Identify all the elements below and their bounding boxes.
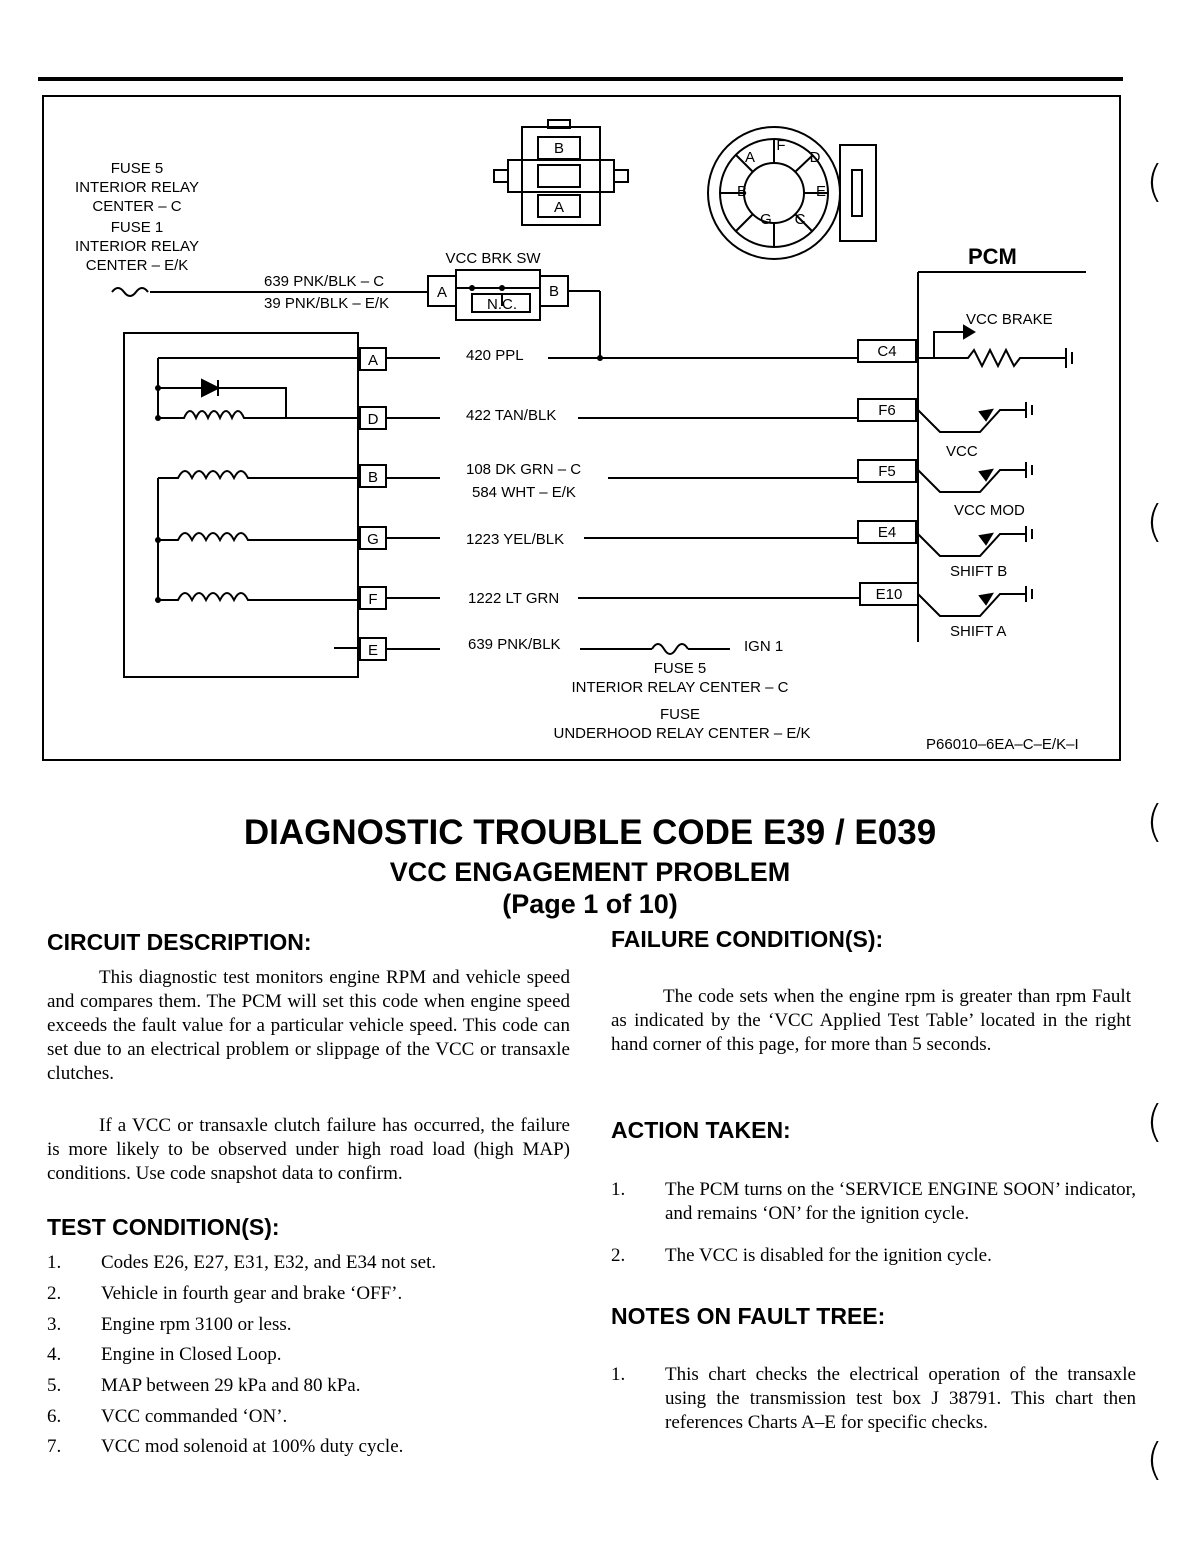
switch-title: VCC BRK SW <box>445 250 541 267</box>
list-item <box>47 1251 567 1277</box>
list-item <box>47 1313 567 1339</box>
top-connector-a: A <box>553 199 565 216</box>
fuse-label-line: CENTER – C <box>92 198 182 215</box>
diagram-frame <box>43 96 1120 760</box>
binder-hole-mark: ( <box>1146 1096 1164 1147</box>
bottom-fuse-line: FUSE <box>659 706 701 723</box>
item-number: 4. <box>47 1344 62 1365</box>
solenoid-pin: F <box>368 591 378 608</box>
solenoid-pin: G <box>367 531 379 548</box>
bottom-fuse-line: FUSE 5 <box>653 660 707 677</box>
wire-label: 584 WHT – E/K <box>472 484 576 501</box>
failure-conditions-heading: FAILURE CONDITION(S): <box>611 926 884 952</box>
top-connector-b: B <box>553 140 565 157</box>
driver-label: SHIFT B <box>950 563 1008 580</box>
fuse-label-line: FUSE 1 <box>110 219 164 236</box>
round-connector <box>708 127 876 259</box>
fuse-label-line: INTERIOR RELAY <box>75 238 199 255</box>
pcm-pin: F6 <box>878 402 896 419</box>
page-title: DIAGNOSTIC TROUBLE CODE E39 / E039 <box>243 813 937 852</box>
item-number: 7. <box>47 1436 62 1457</box>
item-number: 1. <box>611 1364 626 1385</box>
solenoid-pin: D <box>367 411 379 428</box>
binder-hole-mark: ( <box>1146 1434 1164 1485</box>
circuit-description-p2: If a VCC or transaxle clutch failure has occurred, the failure is more likely to be observed under high road load (high MAP) conditions. Use code snapshot data to confirm. <box>47 1115 570 1184</box>
round-pin: E <box>815 183 827 200</box>
list-item <box>47 1343 567 1369</box>
fuse-label-line: CENTER – E/K <box>85 257 189 274</box>
list-item <box>47 1374 567 1400</box>
page-subtitle: VCC ENGAGEMENT PROBLEM <box>389 857 791 887</box>
page-number: (Page 1 of 10) <box>502 889 678 919</box>
fuse-symbol-2 <box>652 644 688 654</box>
item-text: This chart checks the electrical operation of the transaxle using the transmission test box J 38791. This chart then references Charts A–E for specific checks. <box>665 1364 1136 1433</box>
circuit-description-p1: This diagnostic test monitors engine RPM and vehicle speed and compares them. The PCM will set this code when engine speed exceeds the fault value for a particular vehicle speed. This code can set due to an electrical problem or slippage of the VCC or transaxle clutches. <box>47 967 570 1084</box>
item-text: Engine in Closed Loop. <box>101 1344 282 1365</box>
item-number: 1. <box>47 1252 62 1273</box>
item-number: 5. <box>47 1375 62 1396</box>
pcm-pin: F5 <box>878 463 896 480</box>
item-text: The VCC is disabled for the ignition cycle. <box>665 1245 992 1266</box>
binder-hole-mark: ( <box>1146 796 1164 847</box>
round-pin: G <box>760 211 772 228</box>
wire-label: 639 PNK/BLK <box>468 636 561 653</box>
pcm-pin: E10 <box>875 586 903 603</box>
switch-pin-a: A <box>436 284 448 301</box>
item-text: Codes E26, E27, E31, E32, and E34 not set. <box>101 1252 437 1273</box>
item-text: Vehicle in fourth gear and brake ‘OFF’. <box>101 1283 403 1304</box>
pcm-label: PCM <box>968 244 1017 269</box>
binder-hole-mark: ( <box>1146 156 1164 207</box>
item-number: 2. <box>47 1283 62 1304</box>
list-item <box>611 1244 1136 1270</box>
solenoid-pin: B <box>367 469 379 486</box>
list-item <box>47 1435 567 1461</box>
pcm-pin: C4 <box>877 343 897 360</box>
bottom-fuse-line: UNDERHOOD RELAY CENTER – E/K <box>553 725 811 742</box>
wire-label: 1223 YEL/BLK <box>466 531 565 548</box>
driver-shift-a <box>918 586 1032 616</box>
driver-label: VCC <box>946 443 978 460</box>
round-pin: D <box>809 149 821 166</box>
list-item <box>611 1178 1136 1228</box>
driver-vcc-mod <box>918 462 1032 492</box>
item-text: The PCM turns on the ‘SERVICE ENGINE SOON’ indicator, and remains ‘ON’ for the ignition cycle. <box>665 1179 1136 1224</box>
driver-label: VCC MOD <box>954 502 1025 519</box>
item-number: 2. <box>611 1245 626 1266</box>
solenoid-pin: E <box>367 642 379 659</box>
fuse-symbol-1 <box>112 288 148 296</box>
item-number: 3. <box>47 1314 62 1335</box>
pcm-pin: E4 <box>877 524 897 541</box>
driver-label: SHIFT A <box>950 623 1007 640</box>
failure-conditions-p1: The code sets when the engine rpm is greater than rpm Fault as indicated by the ‘VCC Applied Test Table’ located in the right hand corner of this page, for more than 5 seconds. <box>611 986 1131 1055</box>
item-number: 6. <box>47 1406 62 1427</box>
solenoid-body <box>124 333 358 677</box>
ign-label: IGN 1 <box>744 638 784 655</box>
wire-in-1: 639 PNK/BLK – C <box>264 273 385 290</box>
list-item <box>47 1405 567 1431</box>
wire-label: 422 TAN/BLK <box>466 407 557 424</box>
driver-shift-b <box>918 526 1032 556</box>
action-taken-heading: ACTION TAKEN: <box>611 1117 791 1143</box>
wire-label: 1222 LT GRN <box>468 590 560 607</box>
item-text: Engine rpm 3100 or less. <box>101 1314 292 1335</box>
wire-label: 420 PPL <box>466 347 524 364</box>
round-pin: C <box>794 211 806 228</box>
test-conditions-heading: TEST CONDITION(S): <box>47 1214 280 1240</box>
list-item <box>47 1282 567 1308</box>
switch-pin-b: B <box>548 283 560 300</box>
figure-id: P66010–6EA–C–E/K–I <box>926 736 1079 753</box>
wire-label: 108 DK GRN – C <box>466 461 582 478</box>
item-text: VCC mod solenoid at 100% duty cycle. <box>101 1436 404 1457</box>
bottom-fuse-line: INTERIOR RELAY CENTER – C <box>571 679 789 696</box>
circuit-description-heading: CIRCUIT DESCRIPTION: <box>47 929 312 955</box>
round-pin: F <box>776 137 786 154</box>
solenoid-pin: A <box>367 352 379 369</box>
list-item <box>611 1363 1136 1463</box>
wire-in-2: 39 PNK/BLK – E/K <box>264 295 390 312</box>
item-number: 1. <box>611 1179 626 1200</box>
notes-heading: NOTES ON FAULT TREE: <box>611 1303 886 1329</box>
vcc-brake-label: VCC BRAKE <box>966 311 1053 328</box>
fuse-label-line: FUSE 5 <box>110 160 164 177</box>
binder-hole-mark: ( <box>1146 496 1164 547</box>
driver-vcc <box>918 402 1032 432</box>
item-text: VCC commanded ‘ON’. <box>101 1406 288 1427</box>
round-pin: B <box>736 183 748 200</box>
switch-nc: N.C. <box>487 296 517 313</box>
item-text: MAP between 29 kPa and 80 kPa. <box>101 1375 361 1396</box>
round-pin: A <box>744 149 756 166</box>
fuse-label-line: INTERIOR RELAY <box>75 179 199 196</box>
